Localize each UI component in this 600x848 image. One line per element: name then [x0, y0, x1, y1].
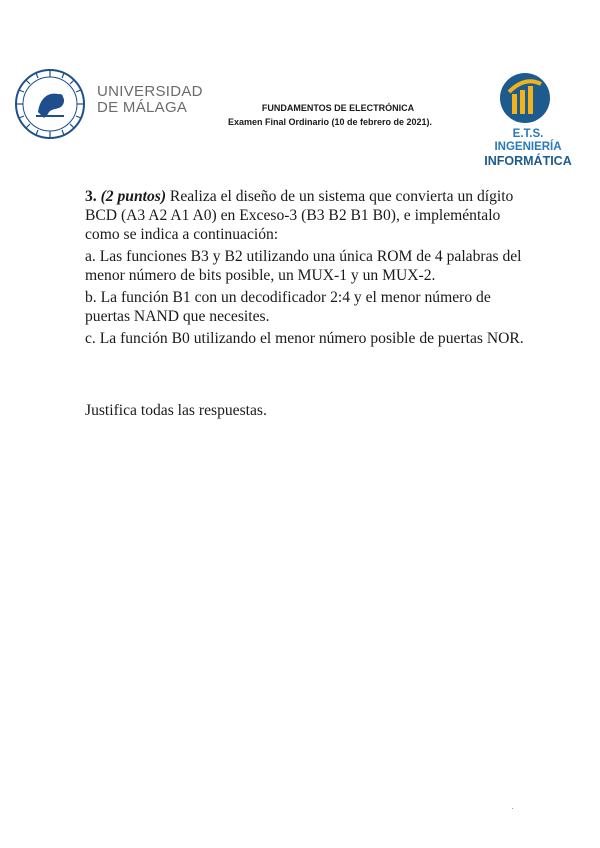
university-line-2: DE MÁLAGA: [97, 99, 188, 116]
question-statement: [85, 187, 525, 244]
closing-instruction: Justifica todas las respuestas.: [85, 402, 267, 419]
university-seal-icon: [14, 68, 86, 140]
question-number: 3.: [85, 188, 97, 205]
columns-emblem-icon: [499, 72, 551, 124]
question-item-b: b. La función B1 con un decodificador 2:4 y el menor número de puertas NAND que necesites.: [85, 289, 491, 325]
school-line-2: INFORMÁTICA: [484, 154, 572, 168]
university-line-1: UNIVERSIDAD: [97, 83, 203, 100]
school-line-1: E.T.S. INGENIERÍA: [494, 128, 562, 153]
question-points: (2 puntos): [100, 188, 167, 205]
question-item-c: c. La función B0 utilizando el menor número posible de puertas NOR.: [85, 330, 524, 347]
page-mark: [512, 808, 513, 809]
question-block: [85, 187, 525, 348]
exam-title: Examen Final Ordinario (10 de febrero de 2021).: [227, 117, 433, 127]
university-name: [97, 84, 203, 116]
course-title: FUNDAMENTOS DE ELECTRÓNICA: [261, 103, 415, 113]
school-name: [478, 128, 578, 168]
question-item-a: a. Las funciones B3 y B2 utilizando una única ROM de 4 palabras del menor número de bits posible, un MUX-1 y un MUX-2.: [85, 248, 522, 284]
exam-header: [200, 101, 460, 129]
question-text: Realiza el diseño de un sistema que convierta un dígito BCD (A3 A2 A1 A0) en Exceso-3 (B3 B2 B1 B0), e impleméntalo como se indica a continuación:: [85, 188, 514, 243]
